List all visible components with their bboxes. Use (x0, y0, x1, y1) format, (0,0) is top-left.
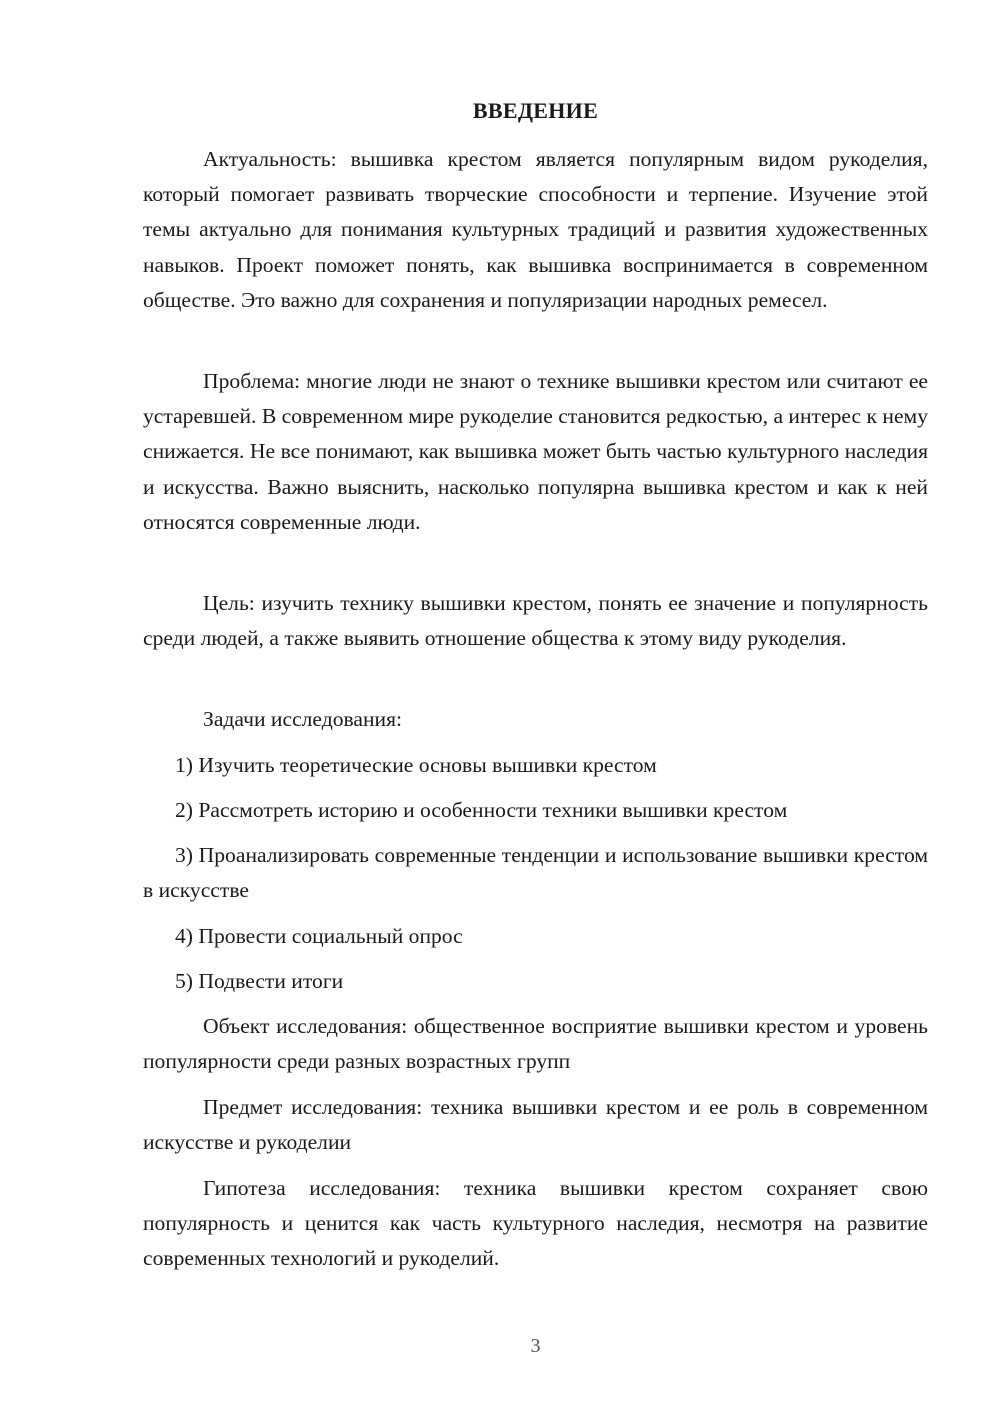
page-title: ВВЕДЕНИЕ (472, 98, 599, 123)
task-item-3: 3) Проанализировать современные тенденции и использование вышивки крестом в искусстве (143, 843, 928, 903)
task-item-1: 1) Изучить теоретические основы вышивки крестом (175, 753, 657, 777)
object-paragraph: Объект исследования: общественное восприятие вышивки крестом и уровень популярности среди разных возрастных групп (143, 1014, 928, 1074)
subject-paragraph: Предмет исследования: техника вышивки крестом и ее роль в современном искусстве и рукоделии (143, 1095, 928, 1155)
problem-paragraph: Проблема: многие люди не знают о технике вышивки крестом или считают ее устаревшей. В современном мире рукоделие становится редкостью, а интерес к нему снижается. Не все понимают, как вышивка может быть частью культурного наследия и искусства. Важно выяснить, насколько популярна вышивка крестом и как к ней относятся современные люди. (143, 369, 928, 534)
tasks-heading: Задачи исследования: (203, 707, 403, 731)
task-item-5: 5) Подвести итоги (175, 969, 344, 993)
hypothesis-paragraph: Гипотеза исследования: техника вышивки крестом сохраняет свою популярность и ценится как часть культурного наследия, несмотря на развитие современных технологий и рукоделий. (143, 1176, 928, 1271)
goal-paragraph: Цель: изучить технику вышивки крестом, понять ее значение и популярность среди людей, а также выявить отношение общества к этому виду рукоделия. (143, 591, 928, 651)
page-number: 3 (530, 1335, 541, 1357)
task-item-4: 4) Провести социальный опрос (175, 924, 463, 948)
document-page (143, 0, 928, 1414)
relevance-paragraph: Актуальность: вышивка крестом является популярным видом рукоделия, который помогает развивать творческие способности и терпение. Изучение этой темы актуально для понимания культурных традиций и развития художественных навыков. Проект поможет понять, как вышивка воспринимается в современном обществе. Это важно для сохранения и популяризации народных ремесел. (143, 147, 928, 312)
task-item-2: 2) Рассмотреть историю и особенности техники вышивки крестом (175, 798, 788, 822)
